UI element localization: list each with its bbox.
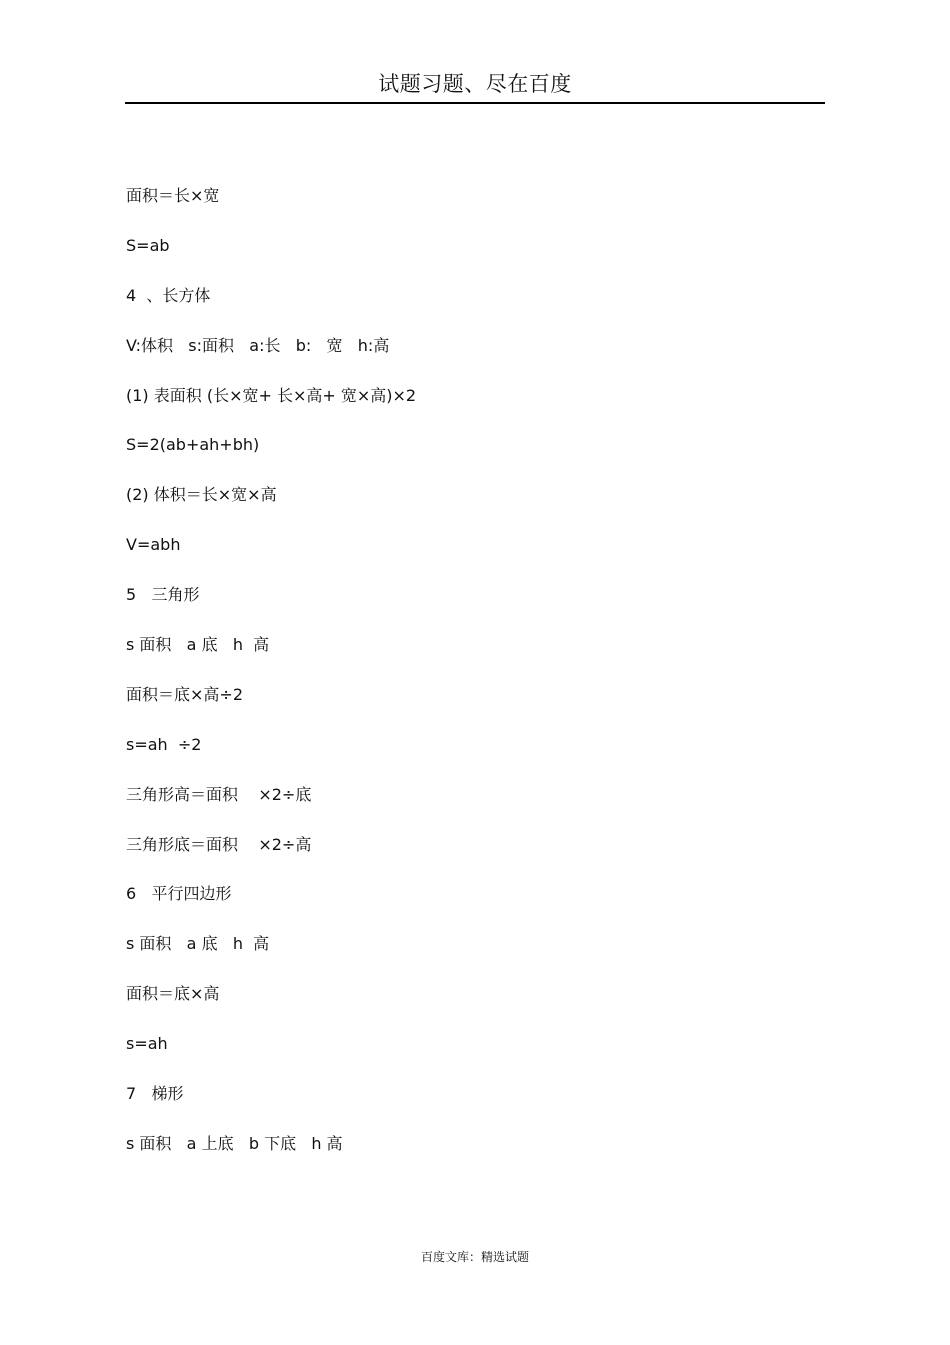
- text-line: s 面积 a 底 h 高: [126, 635, 270, 655]
- section-heading: 5 三角形: [126, 585, 200, 605]
- text-line: V:体积 s:面积 a:长 b: 宽 h:高: [126, 335, 390, 355]
- section-heading: 4 、长方体: [126, 285, 211, 305]
- section-heading: 6 平行四边形: [126, 884, 232, 904]
- text-line: (2) 体积＝长×宽×高: [126, 485, 277, 505]
- page-footer: 百度文库：精选试题: [420, 1250, 529, 1264]
- page-header: [125, 70, 825, 104]
- text-line: S=ab: [126, 235, 170, 255]
- text-line: (1) 表面积 (长×宽+ 长×高+ 宽×高)×2: [126, 385, 417, 405]
- text-line: 面积＝底×高÷2: [126, 684, 243, 704]
- text-line: 面积＝底×高: [126, 984, 220, 1004]
- text-line: 面积＝长×宽: [126, 186, 220, 205]
- text-line: S=2(ab+ah+bh): [126, 435, 260, 455]
- document-body: [126, 183, 826, 1181]
- text-line: 三角形底＝面积 ×2÷高: [126, 834, 312, 854]
- text-line: s 面积 a 上底 b 下底 h 高: [126, 1133, 343, 1153]
- text-line: s 面积 a 底 h 高: [126, 934, 270, 954]
- text-line: s=ah ÷2: [126, 734, 202, 754]
- section-heading: 7 梯形: [126, 1084, 184, 1104]
- text-line: s=ah: [126, 1034, 168, 1054]
- text-line: 三角形高＝面积 ×2÷底: [126, 784, 312, 804]
- page-title: 试题习题、尽在百度: [378, 72, 572, 96]
- text-line: V=abh: [126, 535, 181, 555]
